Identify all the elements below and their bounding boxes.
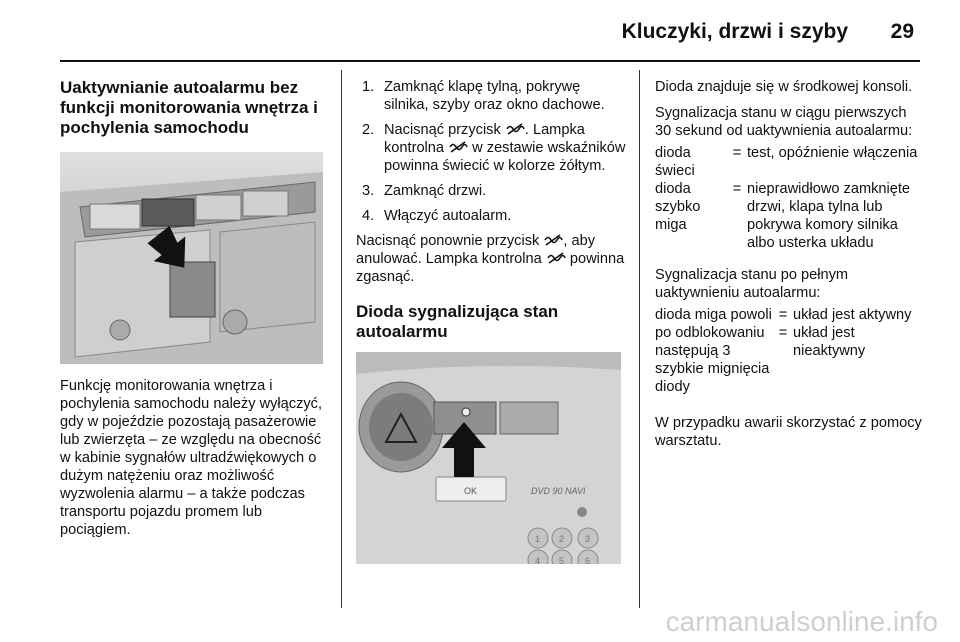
crossed-wave-icon	[448, 141, 468, 153]
svg-text:1: 1	[535, 534, 541, 544]
ok-button-label: OK	[464, 486, 478, 496]
column-divider	[341, 70, 342, 608]
section-heading: Dioda sygnalizująca stan autoalarmu	[356, 302, 559, 341]
keypad	[528, 528, 598, 564]
header-rule	[60, 60, 920, 62]
table-row: dioda miga powoli = układ jest aktywny	[655, 307, 912, 323]
list-item: 3. Zamknąć drzwi.	[362, 183, 487, 199]
list-item: 4. Włączyć autoalarm.	[362, 208, 512, 224]
column-1	[60, 78, 328, 539]
page-title: Kluczyki, drzwi i szyby	[621, 20, 848, 43]
watermark: carmanualsonline.info	[665, 606, 938, 637]
table-row: dioda świeci = test, opóźnienie włączenia	[655, 145, 918, 179]
section-heading: Uaktywnianie autoalarmu bez funkcji monitorowania wnętrza i pochylenia samochodu	[60, 78, 318, 137]
status-table-armed	[655, 306, 925, 396]
page-header	[0, 0, 960, 62]
crossed-wave-icon	[543, 234, 563, 246]
table-row: po odblokowaniu następują 3 szybkie mignięcia diody = układ jest nieaktywny	[655, 325, 866, 395]
figure-center-console	[356, 352, 621, 564]
svg-text:5: 5	[559, 556, 565, 564]
list-item: 1. Zamknąć klapę tylną, pokrywę silnika, szyby oraz okno dachowe.	[362, 79, 605, 113]
figure-overhead-console	[60, 152, 323, 364]
svg-text:3: 3	[585, 534, 591, 544]
steps-list	[356, 78, 626, 225]
table-row: dioda szybko miga = nieprawidłowo zamknięte drzwi, klapa tylna lub pokrywa komory silnika albo usterka układu	[655, 181, 911, 251]
svg-text:2: 2	[559, 534, 565, 544]
body-text: Sygnalizacja stanu w ciągu pierwszych 30 sekund od uaktywnienia autoalarmu:	[655, 105, 913, 139]
status-table-initial	[655, 144, 925, 252]
column-divider	[639, 70, 640, 608]
crossed-wave-icon	[546, 252, 566, 264]
panel-label: DVD 90 NAVI	[531, 486, 586, 496]
body-text: Nacisnąć ponownie przycisk , aby anulować. Lampka kontrolna powinna zgasnąć.	[356, 233, 625, 285]
column-2	[356, 78, 626, 564]
list-item: 2. Nacisnąć przycisk . Lampka kontrolna w zestawie wskaźników powinna świecić w kolorze żółtym.	[362, 122, 626, 174]
page-number: 29	[890, 20, 914, 43]
svg-text:6: 6	[585, 556, 591, 564]
svg-text:4: 4	[535, 556, 541, 564]
body-text: Sygnalizacja stanu po pełnym uaktywnieniu autoalarmu:	[655, 267, 849, 301]
crossed-wave-icon	[505, 123, 525, 135]
body-text: W przypadku awarii skorzystać z pomocy warsztatu.	[655, 415, 922, 449]
body-text: Dioda znajduje się w środkowej konsoli.	[655, 79, 913, 95]
column-3	[655, 78, 925, 450]
body-text: Funkcję monitorowania wnętrza i pochylenia samochodu należy wyłączyć, gdy w pojeździe pozostają pasażerowie lub zwierzęta – ze względu na obecność w kabinie sygnałów ultradźwiękowych o dużym natężeniu oraz możliwość wyzwolenia alarmu – a także podczas transportu pojazdu promem lub pociągiem.	[60, 378, 323, 538]
